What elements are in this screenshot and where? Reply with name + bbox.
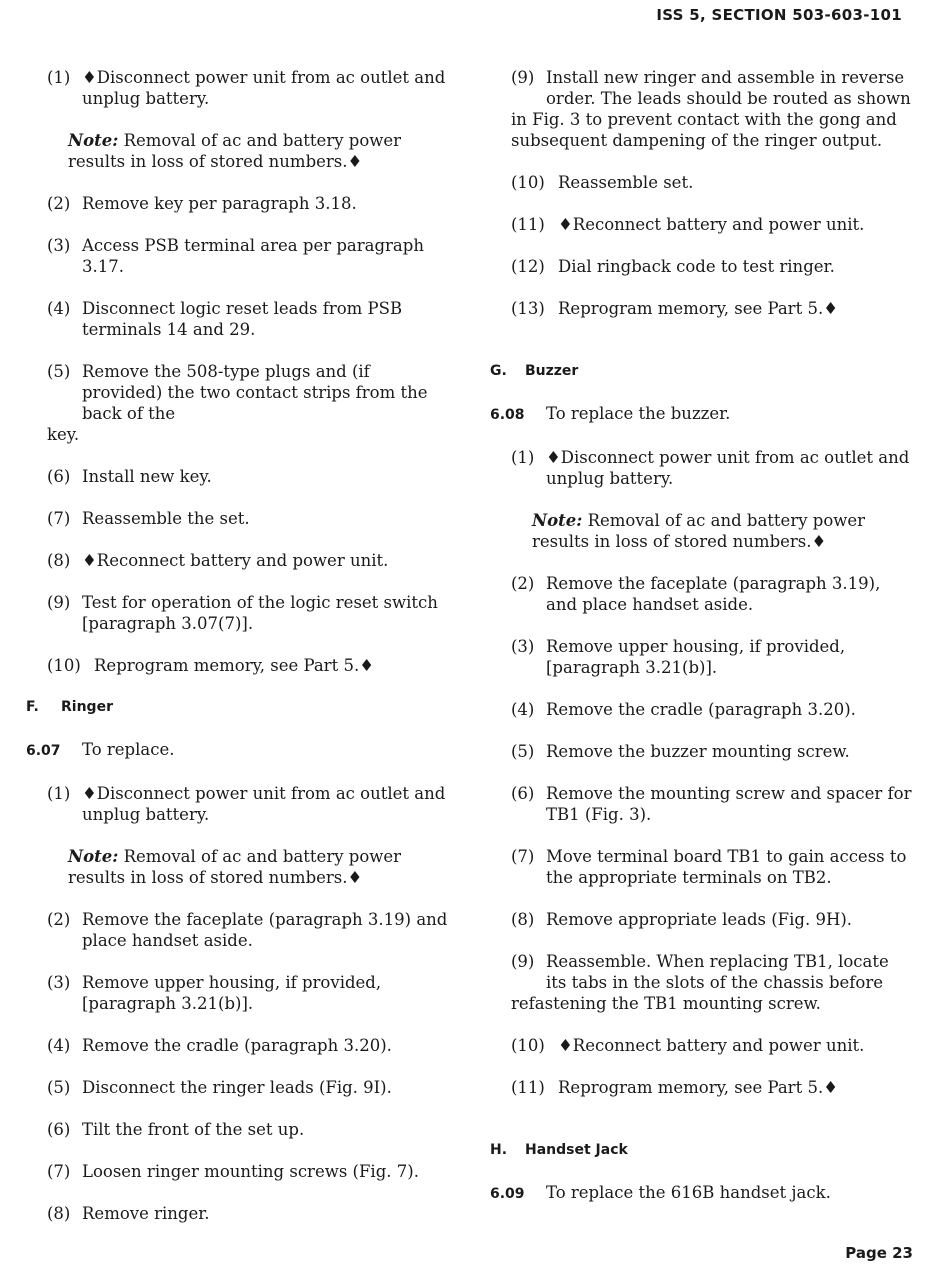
note-text: Removal of ac and battery power results in loss of stored numbers.♦ xyxy=(68,131,402,171)
step-text: ♦Reconnect battery and power unit. xyxy=(558,1036,865,1055)
right-column xyxy=(490,67,914,1226)
step-number: (9) xyxy=(47,593,71,612)
step-item xyxy=(490,909,914,930)
step-number: (6) xyxy=(47,1120,71,1139)
step-number: (6) xyxy=(511,784,535,803)
section-letter: F. xyxy=(26,699,39,715)
note xyxy=(26,846,448,888)
step-item xyxy=(490,172,914,193)
step-text: Remove ringer. xyxy=(82,1204,210,1223)
step-number: (3) xyxy=(511,637,535,656)
step-item xyxy=(26,1035,448,1056)
step-text: Remove the buzzer mounting screw. xyxy=(546,742,850,761)
note-text: Removal of ac and battery power results in loss of stored numbers.♦ xyxy=(532,511,866,551)
step-number: (2) xyxy=(47,194,71,213)
step-number: (11) xyxy=(511,215,545,234)
step-item xyxy=(490,846,914,888)
paragraph-6-08 xyxy=(490,403,914,426)
section-heading-handset-jack xyxy=(490,1140,914,1161)
paragraph-text: To replace. xyxy=(82,740,175,759)
paragraph-text: To replace the buzzer. xyxy=(546,404,731,423)
step-number: (9) xyxy=(511,952,535,971)
note-label: Note: xyxy=(68,131,119,150)
step-text: Remove the mounting screw and spacer for TB1 (Fig. 3). xyxy=(546,784,912,824)
step-item xyxy=(490,573,914,615)
paragraph-text: To replace the 616B handset jack. xyxy=(546,1183,831,1202)
step-item xyxy=(490,256,914,277)
step-text: Move terminal board TB1 to gain access to the appropriate terminals on TB2. xyxy=(546,847,907,887)
step-item xyxy=(26,235,448,277)
paragraph-number: 6.08 xyxy=(490,407,525,423)
step-item xyxy=(490,741,914,762)
paragraph-number: 6.09 xyxy=(490,1186,525,1202)
step-item xyxy=(26,550,448,571)
step-item xyxy=(26,67,448,109)
step-number: (10) xyxy=(47,656,81,675)
step-number: (3) xyxy=(47,973,71,992)
step-text: Remove the faceplate (paragraph 3.19) and place handset aside. xyxy=(82,910,448,950)
step-item xyxy=(26,361,448,424)
step-number: (7) xyxy=(47,509,71,528)
step-text: Access PSB terminal area per paragraph 3.17. xyxy=(82,236,424,276)
step-number: (4) xyxy=(47,299,71,318)
step-text: Reassemble. When replacing TB1, locate its tabs in the slots of the chassis before xyxy=(546,952,889,992)
note xyxy=(26,130,448,172)
note-label: Note: xyxy=(68,847,119,866)
section-letter: H. xyxy=(490,1142,508,1158)
step-text-continuation: in Fig. 3 to prevent contact with the gong and subsequent dampening of the ringer output. xyxy=(511,110,897,150)
step-number: (7) xyxy=(511,847,535,866)
step-number: (9) xyxy=(511,68,535,87)
step-text: Loosen ringer mounting screws (Fig. 7). xyxy=(82,1162,419,1181)
step-item xyxy=(490,699,914,720)
step-text: ♦Reconnect battery and power unit. xyxy=(558,215,865,234)
step-text: Remove the 508-type plugs and (if provided) the two contact strips from the back of the xyxy=(82,362,428,423)
step-item xyxy=(490,783,914,825)
section-title: Buzzer xyxy=(525,363,579,379)
step-item xyxy=(26,592,448,634)
step-text: Test for operation of the logic reset switch [paragraph 3.07(7)]. xyxy=(82,593,438,633)
paragraph-number: 6.07 xyxy=(26,743,61,759)
step-number: (5) xyxy=(511,742,535,761)
step-text: Reprogram memory, see Part 5.♦ xyxy=(94,656,374,675)
step-number: (13) xyxy=(511,299,545,318)
step-item xyxy=(26,466,448,487)
note-label: Note: xyxy=(532,511,583,530)
step-text: Reprogram memory, see Part 5.♦ xyxy=(558,299,838,318)
step-item xyxy=(26,972,448,1014)
step-item xyxy=(26,1161,448,1182)
paragraph-6-09 xyxy=(490,1182,914,1205)
step-item xyxy=(490,1035,914,1056)
step-text: Reassemble the set. xyxy=(82,509,250,528)
note xyxy=(490,510,914,552)
step-text: Remove key per paragraph 3.18. xyxy=(82,194,357,213)
left-column xyxy=(26,67,448,1245)
step-item xyxy=(26,508,448,529)
step-item xyxy=(26,1203,448,1224)
step-text-continuation: key. xyxy=(47,425,80,444)
step-number: (8) xyxy=(511,910,535,929)
step-item xyxy=(490,951,914,993)
step-number: (8) xyxy=(47,551,71,570)
step-item xyxy=(490,214,914,235)
step-number: (11) xyxy=(511,1078,545,1097)
step-item xyxy=(490,67,914,109)
page-header: ISS 5, SECTION 503-603-101 xyxy=(656,6,902,24)
step-item xyxy=(26,193,448,214)
step-text: Install new ringer and assemble in reverse order. The leads should be routed as shown xyxy=(546,68,911,108)
step-text: Tilt the front of the set up. xyxy=(82,1120,305,1139)
step-text: Dial ringback code to test ringer. xyxy=(558,257,835,276)
step-item xyxy=(26,783,448,825)
section-heading-ringer xyxy=(26,697,448,718)
step-number: (3) xyxy=(47,236,71,255)
step-text-continuation: refastening the TB1 mounting screw. xyxy=(511,994,821,1013)
page-number: Page 23 xyxy=(845,1244,913,1262)
step-item xyxy=(26,909,448,951)
step-text: ♦Disconnect power unit from ac outlet and unplug battery. xyxy=(82,784,446,824)
step-text: ♦Reconnect battery and power unit. xyxy=(82,551,389,570)
section-title: Handset Jack xyxy=(525,1142,628,1158)
paragraph-6-07 xyxy=(26,739,448,762)
step-number: (7) xyxy=(47,1162,71,1181)
step-text: Disconnect the ringer leads (Fig. 9I). xyxy=(82,1078,392,1097)
section-title: Ringer xyxy=(61,699,113,715)
section-letter: G. xyxy=(490,363,507,379)
step-text: Reprogram memory, see Part 5.♦ xyxy=(558,1078,838,1097)
step-number: (4) xyxy=(511,700,535,719)
step-number: (10) xyxy=(511,1036,545,1055)
step-number: (4) xyxy=(47,1036,71,1055)
step-item xyxy=(26,1119,448,1140)
step-text: ♦Disconnect power unit from ac outlet and unplug battery. xyxy=(546,448,910,488)
step-item xyxy=(490,636,914,678)
section-heading-buzzer xyxy=(490,361,914,382)
step-item xyxy=(26,655,448,676)
step-item xyxy=(26,1077,448,1098)
step-number: (1) xyxy=(47,784,71,803)
step-item xyxy=(490,1077,914,1098)
step-number: (10) xyxy=(511,173,545,192)
step-number: (1) xyxy=(47,68,71,87)
step-text: Disconnect logic reset leads from PSB terminals 14 and 29. xyxy=(82,299,403,339)
step-text: Remove appropriate leads (Fig. 9H). xyxy=(546,910,853,929)
step-item xyxy=(490,447,914,489)
step-text: Remove upper housing, if provided, [paragraph 3.21(b)]. xyxy=(546,637,846,677)
step-text: Remove the cradle (paragraph 3.20). xyxy=(82,1036,392,1055)
step-number: (6) xyxy=(47,467,71,486)
step-text: Remove upper housing, if provided, [paragraph 3.21(b)]. xyxy=(82,973,382,1013)
step-number: (8) xyxy=(47,1204,71,1223)
step-number: (12) xyxy=(511,257,545,276)
step-text: ♦Disconnect power unit from ac outlet and unplug battery. xyxy=(82,68,446,108)
step-number: (2) xyxy=(47,910,71,929)
step-text: Install new key. xyxy=(82,467,212,486)
step-number: (2) xyxy=(511,574,535,593)
note-text: Removal of ac and battery power results in loss of stored numbers.♦ xyxy=(68,847,402,887)
step-number: (5) xyxy=(47,362,71,381)
step-number: (5) xyxy=(47,1078,71,1097)
step-text: Reassemble set. xyxy=(558,173,694,192)
step-item xyxy=(490,298,914,319)
step-text: Remove the cradle (paragraph 3.20). xyxy=(546,700,856,719)
step-number: (1) xyxy=(511,448,535,467)
step-text: Remove the faceplate (paragraph 3.19), and place handset aside. xyxy=(546,574,881,614)
step-item xyxy=(26,298,448,340)
